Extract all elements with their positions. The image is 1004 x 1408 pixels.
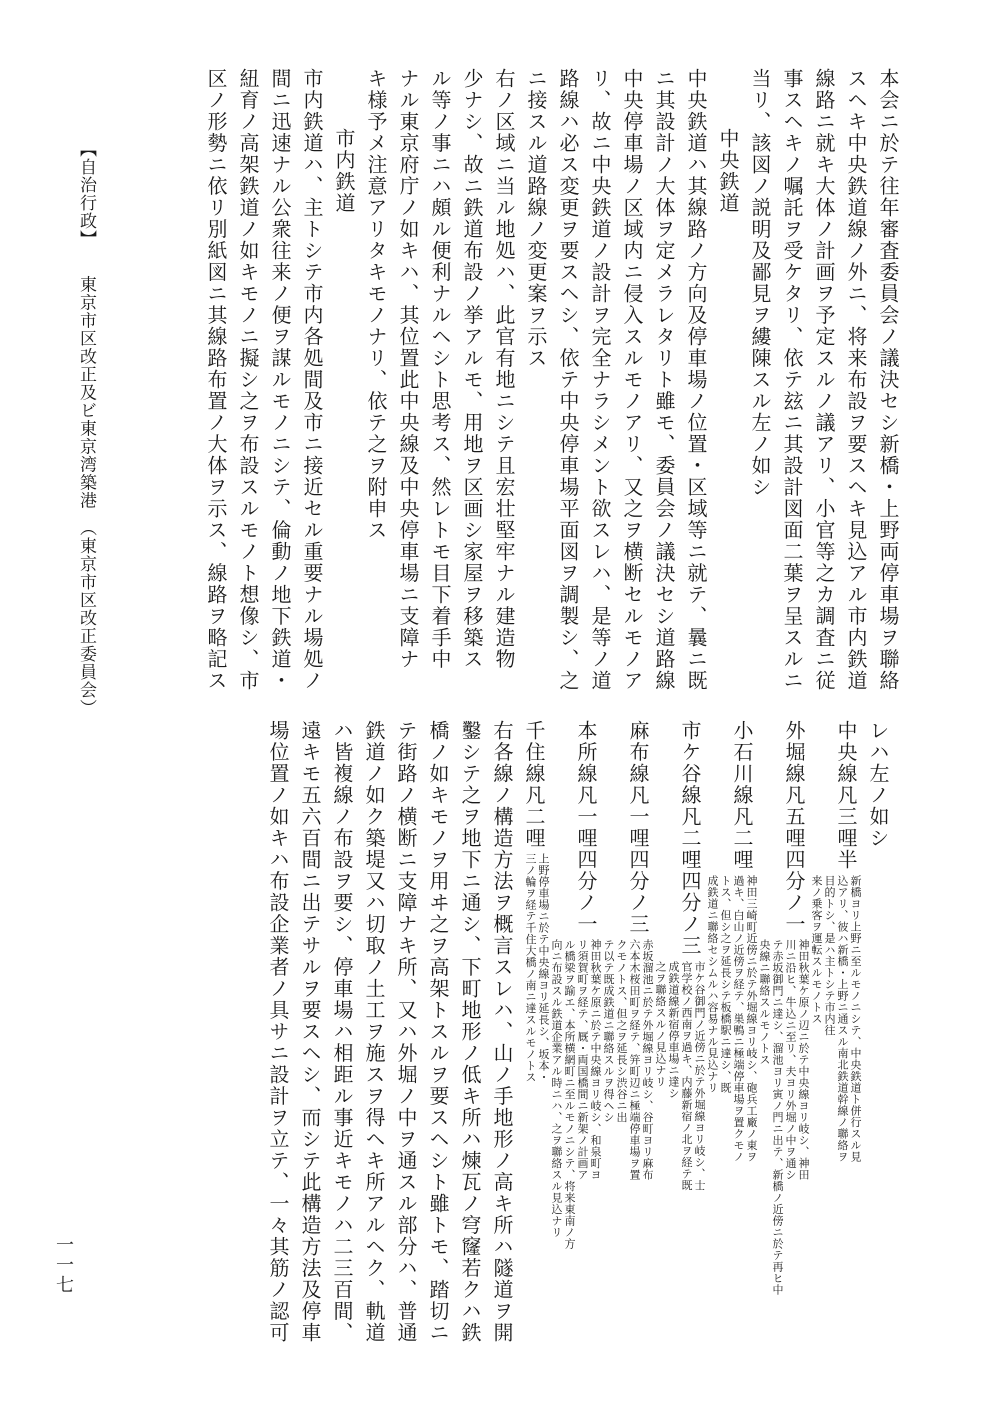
route-note xyxy=(654,961,706,1191)
note-line: 神田三崎町近傍ニ於テ外堀線ヨリ岐シ、砲兵工廠ノ東ヲ xyxy=(745,874,758,1162)
text-line: 橋ノ如キモノヲ用ヰ之ヲ高架トスルヲ要スヘシト雖トモ、踏切ニ xyxy=(426,720,450,1344)
note-line: 過キ、白山ノ近傍ヲ経テ、巣鴨ニ極端停車場ヲ置クモノ xyxy=(732,874,745,1162)
route-entry xyxy=(654,720,706,1320)
note-line: 新橋ヨリ上野ニ至ルモノニシテ、中央鉄道ト併行スル見 xyxy=(849,874,862,1162)
text-line: 場位置ノ如キハ布設企業者ノ具サニ設計ヲ立テ、一々其筋ノ認可 xyxy=(266,720,290,1344)
note-line: テ以テ既成鉄道ニ聯絡スルヲ得ヘシ xyxy=(602,939,615,1123)
note-line: 成鉄道ニ聯絡セシムルハ容易ナル見込ナリ xyxy=(706,874,719,1093)
route-note xyxy=(602,939,654,1181)
route-note xyxy=(706,875,758,1163)
note-line: 之ヲ聯絡スルノ見込ナリ xyxy=(654,960,667,1087)
text-line: ニ接スル道路線ノ変更案ヲ示ス xyxy=(524,68,548,369)
route-note xyxy=(524,853,550,1083)
route-name: 千住線凡二哩 xyxy=(522,720,546,849)
route-entry xyxy=(810,720,862,1320)
text-line: 本会ニ於テ往年審査委員会ノ議決セシ新橋・上野両停車場ヲ聯絡 xyxy=(876,68,900,692)
text-line: 市内鉄道ハ、主トシテ市内各処間及市ニ接近セル重要ナル場処ノ xyxy=(300,68,324,692)
article-author: （東京市区改正委員会） xyxy=(76,527,96,717)
note-line: 込アリ、彼ハ新橋・上野ニ通スル南北鉄道幹線ノ聯絡ヲ xyxy=(836,874,849,1162)
text-line: スヘキ中央鉄道線ノ外ニ、将来布設ヲ要スヘキ見込アル市内鉄道 xyxy=(844,68,868,692)
route-entry xyxy=(550,720,602,1320)
text-line: 右ノ区域ニ当ル地処ハ、此官有地ニシテ且宏壮堅牢ナル建造物 xyxy=(492,68,516,670)
text-line: ル等ノ事ニハ頗ル便利ナルヘシト思考ス、然レトモ目下着手中 xyxy=(428,68,452,670)
note-line: 成鉄道線新宿停車場ニ達シ xyxy=(667,960,680,1099)
note-line: 赤坂溜池ニ於テ外堀線ヨリ岐シ、谷町ヨリ麻布 xyxy=(641,939,654,1181)
note-line: 川ニ沿ヒ、牛込ニ至リ、夫ヨリ外堀ノ中ヲ通シ xyxy=(784,939,797,1181)
note-line: リ須賀町ヲ経テ、厩・両国橋間ニ新架ノ計画ア xyxy=(576,939,589,1181)
note-line: テ赤坂御門ニ達シ、溜池ヨリ寅ノ門ニ出テ、新橋ノ近傍ニ於テ再ヒ中 xyxy=(771,939,784,1296)
note-line: トス、但シ之ヲ延長シテ板橋駅ニ達シ、既 xyxy=(719,874,732,1093)
note-line: 官学校ノ西南ヲ過キ、内藤新宿ノ北ヲ経テ既 xyxy=(680,960,693,1191)
route-name: 市ケ谷線凡二哩四分ノ三 xyxy=(678,720,702,957)
text-line: ハ皆複線ノ布設ヲ要シ、停車場ハ相距ル事近キモノハ二三百間、 xyxy=(330,720,354,1344)
route-name: 麻布線凡一哩四分ノ三 xyxy=(626,720,650,935)
article-title: 東京市区改正及ビ東京湾築港 xyxy=(76,275,96,510)
route-name: 小石川線凡二哩 xyxy=(730,720,754,871)
section-heading-central: 中央鉄道 xyxy=(716,128,740,214)
text-line: 中央停車場ノ区域内ニ侵入スルモノアリ、又之ヲ横断セルモノア xyxy=(620,68,644,692)
text-line: 鉄道ノ如ク築堤又ハ切取ノ土工ヲ施スヲ得ヘキ所アルヘク、軌道 xyxy=(362,720,386,1344)
route-entry xyxy=(758,720,810,1320)
route-name: 中央線凡三哩半 xyxy=(834,720,858,871)
note-line: 上野停車場ニ於テ中央線ヨリ延長シ、坂本・ xyxy=(537,853,550,1083)
text-line: ナル東京府庁ノ如キハ、其位置此中央線及中央停車場ニ支障ナ xyxy=(396,68,420,670)
note-line: 向ニ布設スル鉄道企業アル時ニハ、之ヲ聯絡スル見込ナリ xyxy=(550,939,563,1238)
page-number: 一一七 xyxy=(53,1235,74,1295)
text-line: 紐育ノ高架鉄道ノ如キモノニ擬シ之ヲ布設スルモノト想像シ、市 xyxy=(236,68,260,692)
route-note xyxy=(550,939,602,1250)
note-line: 市ケ谷御門ノ近傍ニ於テ外堀線ヨリ岐シ、士 xyxy=(693,960,706,1191)
text-line: 間ニ迅速ナル公衆往来ノ便ヲ謀ルモノニシテ、倫動ノ地下鉄道・ xyxy=(268,68,292,692)
text-line: 線路ニ就キ大体ノ計画ヲ予定スルノ議アリ、小官等之カ調査ニ従 xyxy=(812,68,836,692)
note-line: 目的トシ、是ハ主トシテ市内往 xyxy=(823,874,836,1036)
note-line: 三ノ輪ヲ経テ千住大橋ノ南ニ達スルモノトス xyxy=(524,853,537,1083)
note-line: 央線ニ聯絡スルモノトス xyxy=(758,939,771,1066)
note-line: ル橋梁ヲ踰エ、本所横網町ニ至ルモノニシテ、将来東南ノ方 xyxy=(563,939,576,1250)
route-entry xyxy=(602,720,654,1320)
note-line: 神田秋葉ケ原ノ辺ニ於テ中央線ヨリ岐シ、神田 xyxy=(797,939,810,1181)
text-line: 当リ、該図ノ説明及鄙見ヲ縷陳スル左ノ如シ xyxy=(748,68,772,498)
journal-name: 【自治行政】 xyxy=(76,140,96,240)
text-line: 事スヘキノ嘱託ヲ受ケタリ、依テ玆ニ其設計図面二葉ヲ呈スルニ xyxy=(780,68,804,692)
route-entry xyxy=(518,720,550,1320)
running-footer xyxy=(73,140,99,717)
route-name: 本所線凡一哩四分ノ一 xyxy=(574,720,598,935)
route-note xyxy=(758,939,810,1296)
text-line: 遠キモ五六百間ニ出テサルヲ要スヘシ、而シテ此構造方法及停車 xyxy=(298,720,322,1344)
text-line: 中央鉄道ハ其線路ノ方向及停車場ノ位置・区域等ニ就テ、曩ニ既 xyxy=(684,68,708,692)
note-line: 来ノ乗客ヲ運転スルモノトス xyxy=(810,874,823,1024)
note-line: クモノトス、但之ヲ延長シ渋谷ニ出 xyxy=(615,939,628,1123)
text-line: キ様予メ注意アリタキモノナリ、依テ之ヲ附申ス xyxy=(364,68,388,541)
text-line: 鑿シテ之ヲ地下ニ通シ、下町地形ノ低キ所ハ煉瓦ノ穹窿若クハ鉄 xyxy=(458,720,482,1344)
upper-text-block xyxy=(200,68,904,692)
footer-line xyxy=(73,140,99,717)
note-line: 六本木桜田町ヲ経テ、笄町辺ニ極端停車場ヲ置 xyxy=(628,939,641,1181)
text-line: 路線ハ必ス変更ヲ要スヘシ、依テ中央停車場平面図ヲ調製シ、之 xyxy=(556,68,580,692)
route-name: 外堀線凡五哩四分ノ一 xyxy=(782,720,806,935)
text-line: テ街路ノ横断ニ支障ナキ所、又ハ外堀ノ中ヲ通スル部分ハ、普通 xyxy=(394,720,418,1344)
text-line: リ、故ニ中央鉄道ノ設計ヲ完全ナラシメント欲スレハ、是等ノ道 xyxy=(588,68,612,692)
section-heading-city: 市内鉄道 xyxy=(332,128,356,214)
text-line: 区ノ形勢ニ依リ別紙図ニ其線路布置ノ大体ヲ示ス、線路ヲ略記ス xyxy=(204,68,228,692)
note-line: 神田秋葉ケ原ニ於テ中央線ヨリ岐シ、和泉町ヨ xyxy=(589,939,602,1181)
lower-text-block xyxy=(262,720,894,1344)
text-line: 少ナシ、故ニ鉄道布設ノ挙アルモ、用地ヲ区画シ家屋ヲ移築ス xyxy=(460,68,484,670)
text-line: レハ左ノ如シ xyxy=(866,720,890,849)
route-entry xyxy=(706,720,758,1320)
text-line: ニ其設計ノ大体ヲ定メラレタリト雖モ、委員会ノ議決セシ道路線 xyxy=(652,68,676,692)
text-line: 右各線ノ構造方法ヲ概言スレハ、山ノ手地形ノ高キ所ハ隧道ヲ開 xyxy=(490,720,514,1344)
route-note xyxy=(810,875,862,1163)
